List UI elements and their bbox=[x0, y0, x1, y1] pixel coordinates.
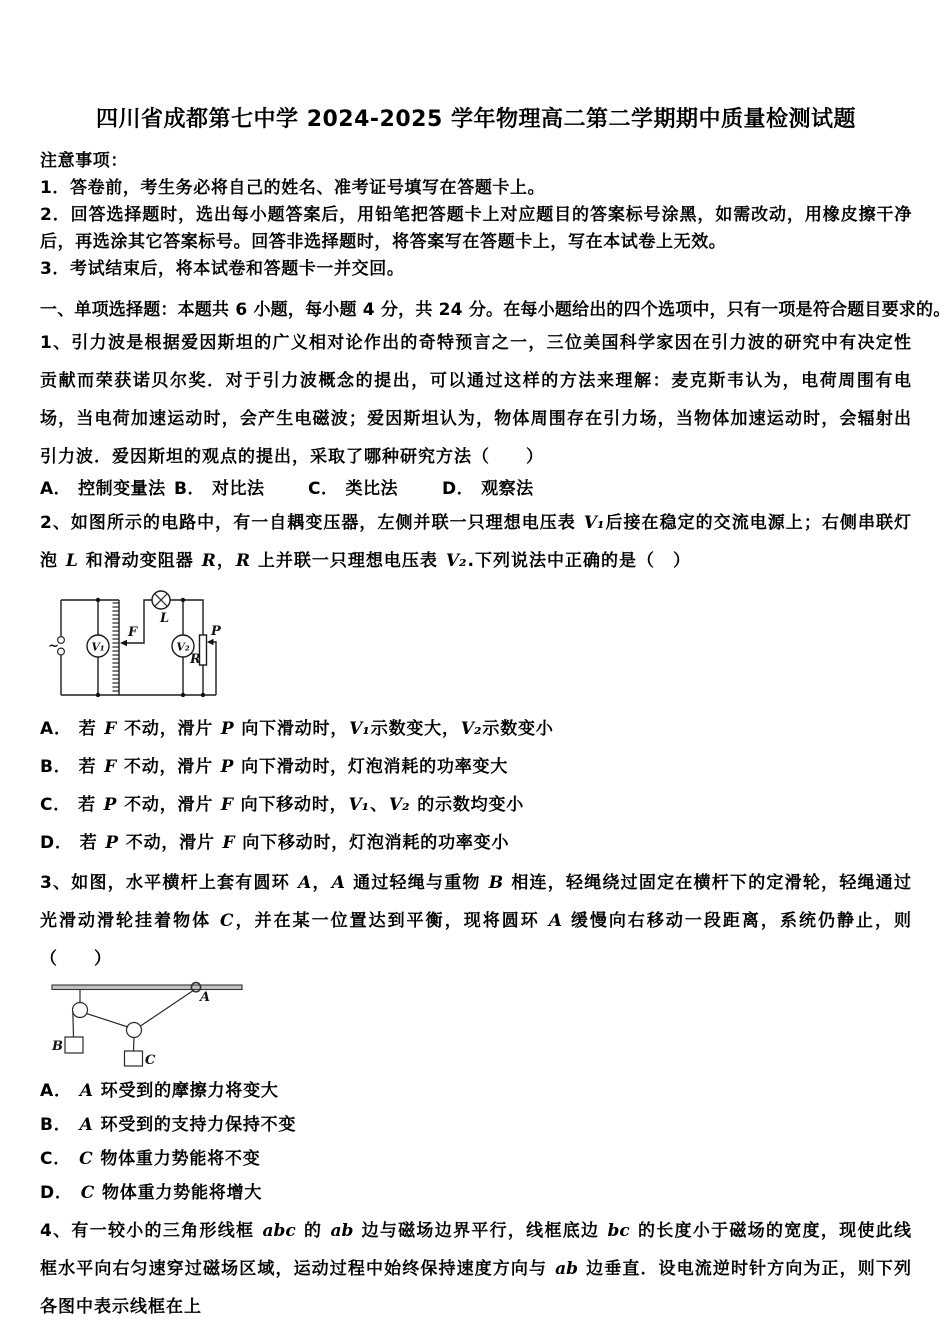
block-b-label: B bbox=[52, 1039, 63, 1054]
question-2-options bbox=[40, 710, 912, 862]
circuit-wires bbox=[61, 600, 216, 695]
fixed-pulley-icon bbox=[73, 990, 88, 1018]
rope-movable-to-a bbox=[141, 990, 195, 1026]
p-label: P bbox=[211, 624, 221, 639]
q3-pulley-figure bbox=[50, 980, 912, 1074]
option-a bbox=[40, 710, 912, 748]
block-b-icon bbox=[51, 1037, 83, 1054]
section-heading: 一、单项选择题：本题共 6 小题，每小题 4 分，共 24 分。在每小题给出的四个选项中，只有一项是符合题目要求的。 bbox=[40, 300, 950, 320]
option-d bbox=[442, 476, 534, 502]
option-a-label: A． bbox=[40, 1081, 72, 1101]
option-a bbox=[40, 1074, 912, 1108]
rope-to-b bbox=[73, 1011, 74, 1037]
option-b-text: A 环受到的支持力保持不变 bbox=[79, 1115, 297, 1135]
voltmeter-v1-icon bbox=[87, 635, 109, 657]
option-a bbox=[40, 476, 174, 502]
option-c-text: C 物体重力势能将不变 bbox=[79, 1149, 261, 1169]
autotransformer-circuit-diagram bbox=[46, 584, 252, 710]
question-1 bbox=[40, 324, 912, 502]
ac-source-icon bbox=[48, 637, 64, 655]
question-3 bbox=[40, 864, 912, 1210]
option-d-label: D． bbox=[40, 1183, 73, 1203]
transformer-coil-icon bbox=[113, 600, 120, 695]
notice-item-3: 3．考试结束后，将本试卷和答题卡一并交回。 bbox=[40, 259, 405, 279]
option-c-text: 类比法 bbox=[345, 479, 398, 499]
movable-pulley-icon bbox=[127, 1023, 142, 1038]
option-a-text: 若 F 不动，滑片 P 向下滑动时，V₁示数变大，V₂示数变小 bbox=[78, 719, 554, 739]
lamp-icon bbox=[152, 591, 170, 626]
option-d bbox=[40, 1176, 912, 1210]
question-1-options bbox=[40, 476, 912, 502]
ac-label: ~ bbox=[48, 639, 59, 654]
option-a-text: A 环受到的摩擦力将变大 bbox=[79, 1081, 279, 1101]
lamp-label: L bbox=[160, 611, 170, 626]
question-3-options bbox=[40, 1074, 912, 1210]
option-d-text: 若 P 不动，滑片 F 向下移动时，灯泡消耗的功率变小 bbox=[79, 833, 510, 853]
rope-fixed-to-movable bbox=[87, 1014, 129, 1028]
option-b bbox=[40, 748, 912, 786]
option-b-label: B． bbox=[174, 479, 205, 499]
question-2 bbox=[40, 504, 912, 862]
pulley-system-diagram bbox=[50, 980, 265, 1074]
option-c-label: C． bbox=[40, 1149, 72, 1169]
option-c bbox=[308, 476, 442, 502]
option-b-text: 若 F 不动，滑片 P 向下滑动时，灯泡消耗的功率变大 bbox=[78, 757, 509, 777]
r-label: R bbox=[190, 652, 201, 667]
option-c-text: 若 P 不动，滑片 F 向下移动时，V₁、V₂ 的示数均变小 bbox=[78, 795, 525, 815]
notice-section bbox=[40, 148, 912, 283]
v1-label: V₁ bbox=[91, 640, 105, 654]
ring-a-label: A bbox=[200, 990, 211, 1005]
option-a-label: A． bbox=[40, 479, 72, 499]
slider-p-icon bbox=[207, 639, 214, 645]
page-title: 四川省成都第七中学 2024-2025 学年物理高二第二学期期中质量检测试题 bbox=[96, 107, 856, 132]
option-b bbox=[174, 476, 308, 502]
option-d-text: 观察法 bbox=[481, 479, 534, 499]
option-c-label: C． bbox=[308, 479, 339, 499]
question-2-stem: 2、如图所示的电路中，有一自耦变压器，左侧并联一只理想电压表 V₁后接在稳定的交流电源上；右侧串联灯泡 L 和滑动变阻器 R，R 上并联一只理想电压表 V₂.下列说法中正确的是（ ） bbox=[40, 513, 913, 571]
option-b-label: B． bbox=[40, 1115, 72, 1135]
block-c-icon bbox=[125, 1051, 157, 1068]
option-b-text: 对比法 bbox=[211, 479, 265, 499]
option-b-label: B． bbox=[40, 757, 72, 777]
notice-item-1: 1．答卷前，考生务必将自己的姓名、准考证号填写在答题卡上。 bbox=[40, 178, 546, 198]
question-3-stem: 3、如图，水平横杆上套有圆环 A，A 通过轻绳与重物 B 相连，轻绳绕过固定在横杆下的定滑轮，轻绳通过光滑动滑轮挂着物体 C，并在某一位置达到平衡，现将圆环 A 缓慢向右移动一段距离，系统仍静止，则（ ） bbox=[40, 873, 913, 969]
option-c bbox=[40, 786, 912, 824]
f-label: F bbox=[128, 625, 138, 640]
option-b bbox=[40, 1108, 912, 1142]
v2-label: V₂ bbox=[176, 640, 190, 654]
horizontal-rod bbox=[52, 985, 242, 990]
option-a-label: A． bbox=[40, 719, 72, 739]
question-4-stem: 4、有一较小的三角形线框 abc 的 ab 边与磁场边界平行，线框底边 bc 的长度小于磁场的宽度，现使此线框水平向右匀速穿过磁场区域，运动过程中始终保持速度方向与 ab 边垂直．设电流逆时针方向为正，则下列各图中表示线框在上 bbox=[40, 1221, 913, 1317]
option-a-text: 控制变量法 bbox=[78, 479, 166, 499]
option-d-text: C 物体重力势能将增大 bbox=[80, 1183, 263, 1203]
option-c-label: C． bbox=[40, 795, 72, 815]
option-d bbox=[40, 824, 912, 862]
question-1-stem: 1、引力波是根据爱因斯坦的广义相对论作出的奇特预言之一，三位美国科学家因在引力波的研究中有决定性贡献而荣获诺贝尔奖．对于引力波概念的提出，可以通过这样的方法来理解：麦克斯韦认为，电荷周围有电场，当电荷加速运动时，会产生电磁波；爱因斯坦认为，物体周围存在引力场，当物体加速运动时，会辐射出引力波．爱因斯坦的观点的提出，采取了哪种研究方法（ ） bbox=[40, 333, 912, 467]
option-d-label: D． bbox=[442, 479, 475, 499]
option-d-label: D． bbox=[40, 833, 73, 853]
q2-circuit-figure bbox=[46, 584, 912, 710]
rope-to-c bbox=[134, 1038, 135, 1052]
question-4 bbox=[40, 1212, 912, 1326]
notice-item-2: 2．回答选择题时，选出每小题答案后，用铅笔把答题卡上对应题目的答案标号涂黑，如需改动，用橡皮擦干净后，再选涂其它答案标号。回答非选择题时，将答案写在答题卡上，写在本试卷上无效。 bbox=[40, 205, 912, 252]
block-c-label: C bbox=[145, 1053, 156, 1068]
notice-heading: 注意事项： bbox=[40, 151, 128, 171]
option-c bbox=[40, 1142, 912, 1176]
